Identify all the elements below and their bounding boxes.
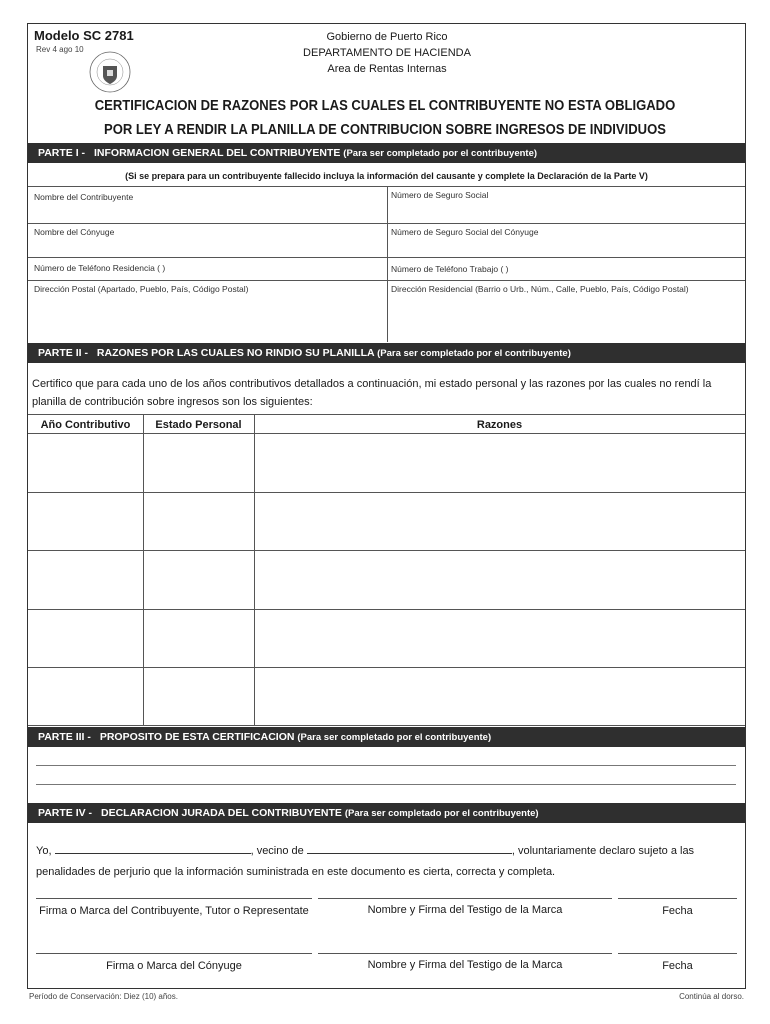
witness2-signature-label: Nombre y Firma del Testigo de la Marca xyxy=(367,959,563,971)
taxpayer-name-field[interactable]: Nombre del Contribuyente xyxy=(34,192,134,202)
part4-sub: (Para ser completado por el contribuyente) xyxy=(344,808,539,819)
affidavit-declaro: , voluntariamente declaro sujeto a las penalidades de perjurio que la información suministrada en este documento es cierta, correcta y completa. xyxy=(36,845,695,878)
date-line[interactable] xyxy=(618,898,737,899)
affiant-name-blank[interactable] xyxy=(55,841,251,854)
part3-heading: PROPOSITO DE ESTA CERTIFICACION xyxy=(99,731,295,743)
work-phone-field[interactable]: Número de Teléfono Trabajo ( ) xyxy=(391,264,509,274)
col-reasons: Razones xyxy=(476,419,523,431)
part2-sub: (Para ser completado por el contribuyente) xyxy=(377,348,571,359)
continued-note: Continúa al dorso. xyxy=(679,992,744,1001)
part3-header xyxy=(28,727,745,747)
col-tax-year: Año Contributivo xyxy=(40,419,131,431)
affidavit-text xyxy=(36,841,741,883)
part4-number: PARTE IV - xyxy=(38,807,93,819)
part1-header xyxy=(28,143,745,163)
col-personal-status: Estado Personal xyxy=(155,419,242,431)
form-title-line1: CERTIFICACION DE RAZONES POR LAS CUALES EL CONTRIBUYENTE NO ESTA OBLIGADO xyxy=(94,98,676,114)
part2-header xyxy=(28,343,745,363)
spouse-ssn-field[interactable]: Número de Seguro Social del Cónyuge xyxy=(391,227,539,237)
date2-line[interactable] xyxy=(618,953,737,954)
taxpayer-signature-line[interactable] xyxy=(36,898,312,899)
witness2-signature-line[interactable] xyxy=(318,953,612,954)
form-revision: Rev 4 ago 10 xyxy=(36,45,84,54)
spouse-signature-line[interactable] xyxy=(36,953,312,954)
part1-deceased-note: (Si se prepara para un contribuyente fallecido incluya la información del causante y complete la Declaración de la Parte V) xyxy=(125,171,648,181)
spouse-signature-label: Firma o Marca del Cónyuge xyxy=(106,960,242,972)
area-name: Area de Rentas Internas xyxy=(327,63,447,75)
date2-label: Fecha xyxy=(662,960,693,972)
taxpayer-signature-label: Firma o Marca del Contribuyente, Tutor o Representate xyxy=(39,905,309,917)
part4-header xyxy=(28,803,745,823)
witness-signature-label: Nombre y Firma del Testigo de la Marca xyxy=(367,904,563,916)
witness-signature-line[interactable] xyxy=(318,898,612,899)
part1-heading: INFORMACION GENERAL DEL CONTRIBUYENTE xyxy=(93,147,341,159)
government-name: Gobierno de Puerto Rico xyxy=(326,31,448,43)
purpose-line-1[interactable] xyxy=(36,765,736,766)
home-phone-field[interactable]: Número de Teléfono Residencia ( ) xyxy=(34,263,166,273)
date-label: Fecha xyxy=(662,905,693,917)
ssn-field[interactable]: Número de Seguro Social xyxy=(391,190,489,200)
residential-address-field[interactable]: Dirección Residencial (Barrio o Urb., Núm., Calle, Pueblo, País, Código Postal) xyxy=(391,284,689,294)
affidavit-yo: Yo, xyxy=(36,845,52,857)
part1-number: PARTE I - xyxy=(38,147,86,159)
part1-sub: (Para ser completado por el contribuyente) xyxy=(343,148,538,159)
postal-address-field[interactable]: Dirección Postal (Apartado, Pueblo, País, Código Postal) xyxy=(34,284,249,294)
part2-number: PARTE II - xyxy=(38,347,88,359)
purpose-line-2[interactable] xyxy=(36,784,736,785)
department-name: DEPARTAMENTO DE HACIENDA xyxy=(303,47,471,59)
hacienda-seal-icon xyxy=(88,50,132,94)
form-model: Modelo SC 2781 xyxy=(34,28,134,43)
affidavit-vecino: , vecino de xyxy=(250,845,304,857)
spouse-name-field[interactable]: Nombre del Cónyuge xyxy=(34,227,115,237)
part3-sub: (Para ser completado por el contribuyente) xyxy=(297,732,492,743)
part2-certify-text: Certifico que para cada uno de los años contributivos detallados a continuación, mi estado personal y las razones por las cuales no rendí la planilla de contribución sobre ingresos son los siguientes: xyxy=(32,378,712,408)
part4-heading: DECLARACION JURADA DEL CONTRIBUYENTE xyxy=(100,807,342,819)
residence-town-blank[interactable] xyxy=(307,841,512,854)
part3-number: PARTE III - xyxy=(38,731,91,743)
part2-heading: RAZONES POR LAS CUALES NO RINDIO SU PLANILLA xyxy=(96,347,375,359)
form-title-line2: POR LEY A RENDIR LA PLANILLA DE CONTRIBUCION SOBRE INGRESOS DE INDIVIDUOS xyxy=(104,122,666,138)
retention-period: Período de Conservación: Diez (10) años. xyxy=(29,992,178,1001)
